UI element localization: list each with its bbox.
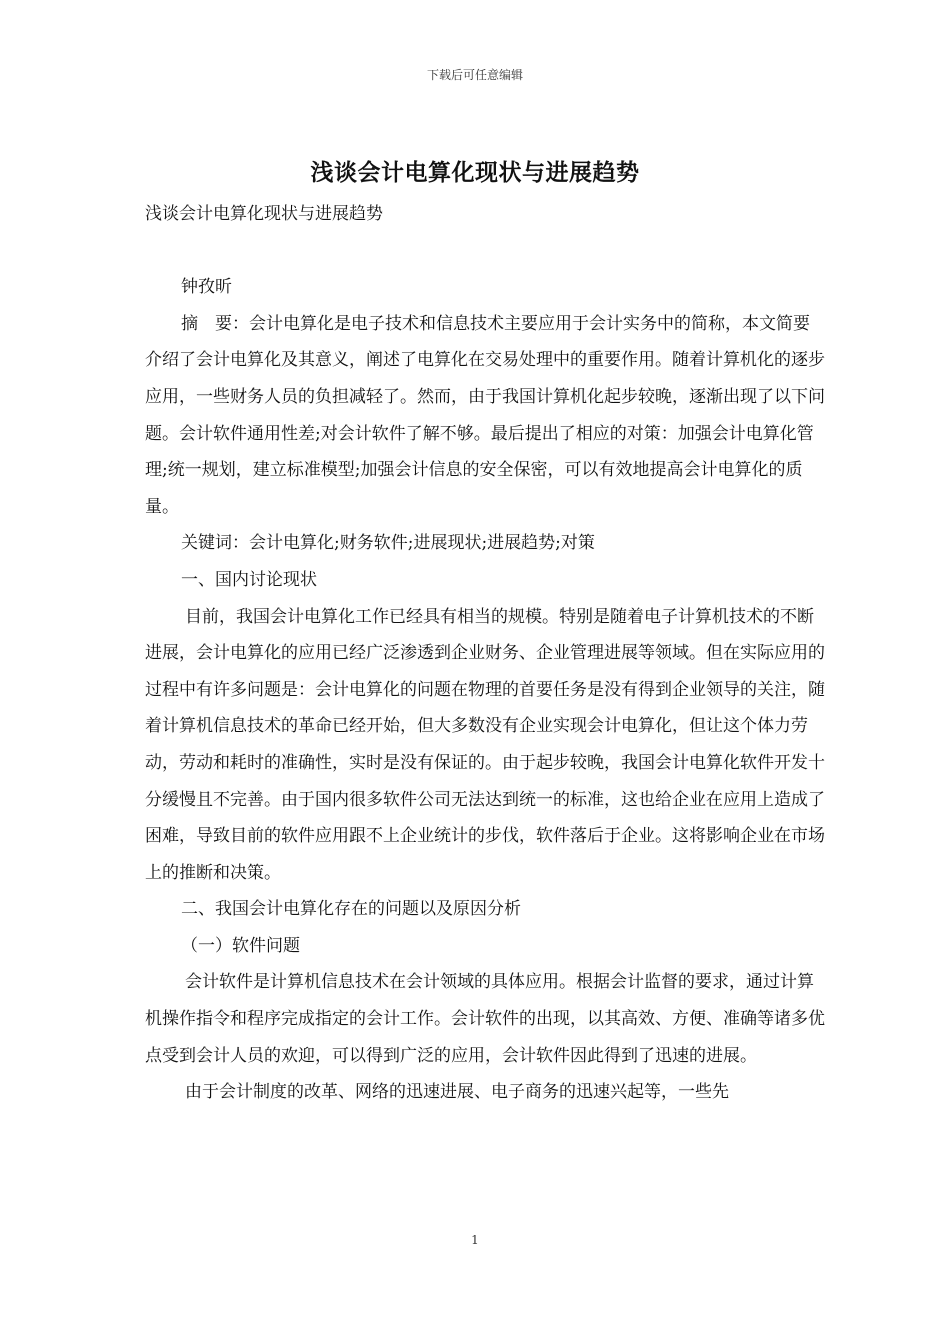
- subsection-heading: （一）软件问题: [181, 935, 300, 956]
- body-paragraph: 目前，我国会计电算化工作已经具有相当的规模。特别是随着电子计算机技术的不断进展，会计电算化的应用已经广泛渗透到企业财务、企业管理进展等领域。但在实际应用的过程中有许多问题是：会计电算化的问题在物理的首要任务是没有得到企业领导的关注，随着计算机信息技术的革命已经开始，但大多数没有企业实现会计电算化，但让这个体力劳动，劳动和耗时的准确性，实时是没有保证的。由于起步较晚，我国会计电算化软件开发十分缓慢且不完善。由于国内很多软件公司无法达到统一的标准，这也给企业在应用上造成了困难，导致目前的软件应用跟不上企业统计的步伐，软件落后于企业。这将影响企业在市场上的推断和决策。: [145, 606, 825, 883]
- section-heading: 一、国内讨论现状: [181, 569, 317, 590]
- body-paragraph: 由于会计制度的改革、网络的迅速进展、电子商务的迅速兴起等，一些先: [185, 1082, 729, 1103]
- document-title: 浅谈会计电算化现状与进展趋势: [310, 160, 640, 186]
- document-body: [145, 196, 825, 1111]
- section-heading: 二、我国会计电算化存在的问题以及原因分析: [181, 899, 521, 920]
- keywords-line: 关键词：会计电算化;财务软件;进展现状;进展趋势;对策: [181, 533, 595, 554]
- page-number: 1: [471, 1233, 479, 1247]
- body-paragraph: 会计软件是计算机信息技术在会计领域的具体应用。根据会计监督的要求，通过计算机操作指令和程序完成指定的会计工作。会计软件的出现，以其高效、方便、准确等诸多优点受到会计人员的欢迎，可以得到广泛的应用，会计软件因此得到了迅速的进展。: [145, 972, 825, 1066]
- abstract-paragraph: 摘 要：会计电算化是电子技术和信息技术主要应用于会计实务中的简称，本文简要介绍了会计电算化及其意义，阐述了电算化在交易处理中的重要作用。随着计算机化的逐步应用，一些财务人员的负担减轻了。然而，由于我国计算机化起步较晚，逐渐出现了以下问题。会计软件通用性差;对会计软件了解不够。最后提出了相应的对策：加强会计电算化管理;统一规划，建立标准模型;加强会计信息的安全保密，可以有效地提高会计电算化的质量。: [145, 313, 825, 517]
- page-header: 下载后可任意编辑: [426, 68, 523, 82]
- document-subtitle: 浅谈会计电算化现状与进展趋势: [145, 204, 383, 224]
- author-name: 钟孜昕: [181, 277, 232, 298]
